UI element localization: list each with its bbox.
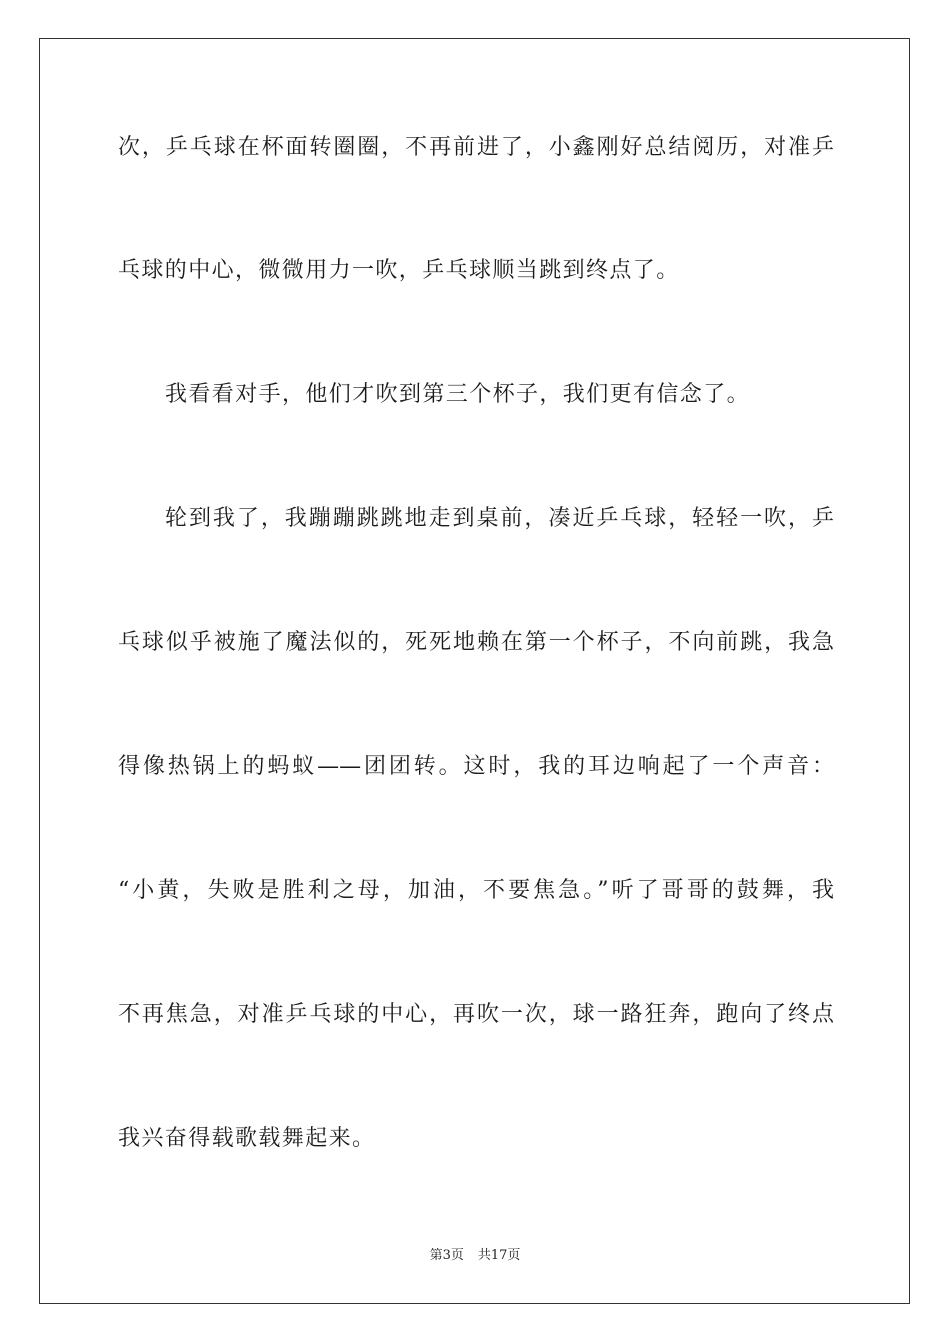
page-number: 第3页 [429, 1248, 464, 1263]
text-line-4: 轮到我了，我蹦蹦跳跳地走到桌前，凑近乒乓球，轻轻一吹，乒 [165, 506, 834, 531]
text-line-2: 乓球的中心，微微用力一吹，乒乓球顺当跳到终点了。 [118, 258, 680, 283]
text-line-9: 我兴奋得载歌载舞起来。 [118, 1126, 376, 1151]
text-line-3: 我看看对手，他们才吹到第三个杯子，我们更有信念了。 [165, 382, 751, 407]
text-line-8: 不再焦急，对准乒乓球的中心，再吹一次，球一路狂奔，跑向了终点 [118, 1002, 834, 1027]
text-line-7: “小黄，失败是胜利之母，加油，不要焦急。”听了哥哥的鼓舞，我 [118, 878, 834, 903]
page-total: 共17页 [477, 1248, 521, 1263]
text-line-5: 乓球似乎被施了魔法似的，死死地赖在第一个杯子，不向前跳，我急 [118, 630, 834, 655]
text-line-1: 次，乒乓球在杯面转圈圈，不再前进了，小鑫刚好总结阅历，对准乒 [118, 135, 834, 160]
page-footer [0, 1247, 950, 1265]
text-line-6: 得像热锅上的蚂蚁——团团转。这时，我的耳边响起了一个声音： [118, 754, 834, 779]
page-frame [39, 38, 910, 1304]
